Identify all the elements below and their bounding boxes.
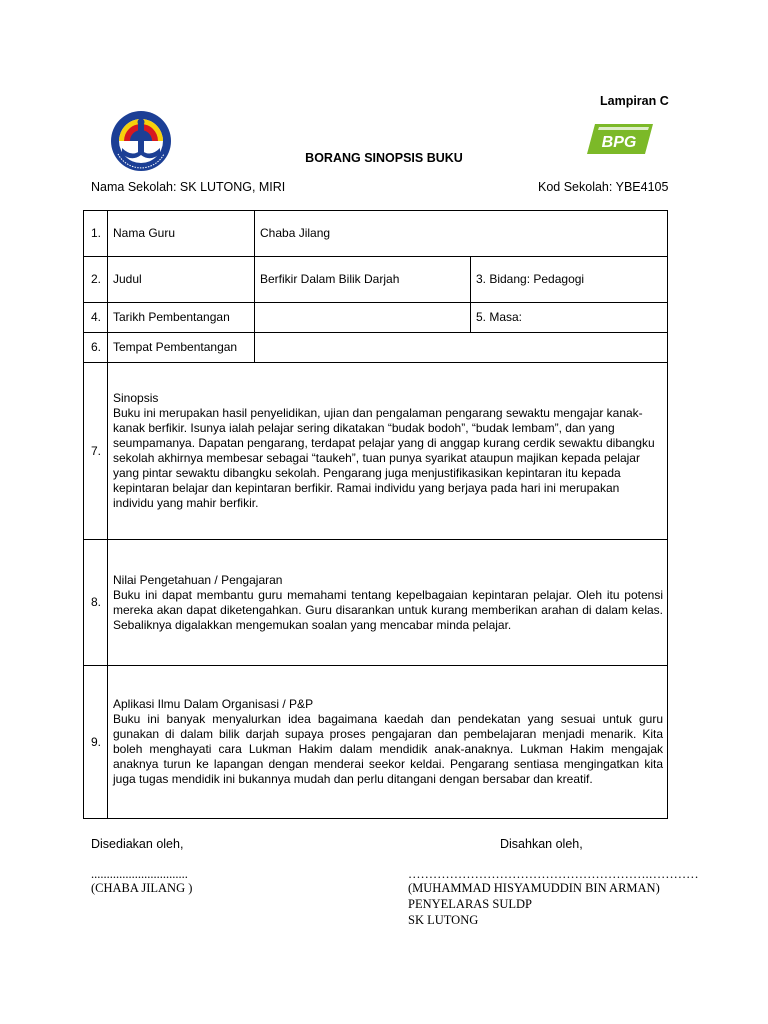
school-code: Kod Sekolah: YBE4105 bbox=[538, 180, 669, 194]
approved-by-label: Disahkan oleh, bbox=[500, 837, 583, 851]
approved-signature-line: ………………………………………………….………… bbox=[408, 867, 699, 881]
prepared-by-label: Disediakan oleh, bbox=[91, 837, 184, 851]
presentation-venue-label: Tempat Pembentangan bbox=[108, 333, 255, 363]
approved-school: SK LUTONG bbox=[408, 913, 479, 927]
table-row bbox=[84, 303, 668, 333]
table-row bbox=[84, 666, 668, 819]
knowledge-value-text: Buku ini dapat membantu guru memahami tentang kepelbagaian kepintaran pelajar. Oleh itu potensi mereka akan dapat diketengahkan. Guru disarankan untuk kurang memberikan arahan di dalam kelas. Sebaliknya digalakkan mengemukan soalan yang mencabar minda pelajar. bbox=[113, 587, 663, 632]
presentation-date-label: Tarikh Pembentangan bbox=[108, 303, 255, 333]
title-value[interactable]: Berfikir Dalam Bilik Darjah bbox=[255, 257, 471, 303]
row-number: 6. bbox=[84, 333, 108, 363]
title-label: Judul bbox=[108, 257, 255, 303]
table-row bbox=[84, 257, 668, 303]
time-value[interactable]: 5. Masa: bbox=[471, 303, 668, 333]
form-title: BORANG SINOPSIS BUKU bbox=[305, 151, 463, 165]
school-name: Nama Sekolah: SK LUTONG, MIRI bbox=[91, 180, 286, 194]
row-number: 9. bbox=[84, 666, 108, 819]
row-number: 1. bbox=[84, 211, 108, 257]
presentation-venue-value[interactable] bbox=[255, 333, 668, 363]
prepared-signature-block bbox=[91, 880, 192, 896]
row-number: 2. bbox=[84, 257, 108, 303]
prepared-signature-line: ............................... bbox=[91, 867, 188, 881]
row-number: 7. bbox=[84, 363, 108, 540]
teacher-name-label: Nama Guru bbox=[108, 211, 255, 257]
knowledge-value-cell[interactable] bbox=[108, 540, 668, 666]
application-text: Buku ini banyak menyalurkan idea bagaimana kaedah dan pendekatan yang sesuai untuk guru gunakan di dalam bilik darjah supaya proses pengajaran dan pembelajaran menjadi menarik. Kita boleh menghayati cara Lukman Hakim dalam mendidik anak-anaknya. Lukman Hakim mengajak anaknya turun ke lapangan dengan menderai seekor keldai. Pengarang sentiasa mengingatkan kita juga tugas mendidik ini bukannya mudah dan perlu ditangani dengan bersabar dan kreatif. bbox=[113, 712, 663, 786]
attachment-label: Lampiran C bbox=[600, 94, 669, 108]
teacher-name-value[interactable]: Chaba Jilang bbox=[255, 211, 668, 257]
knowledge-value-heading: Nilai Pengetahuan / Pengajaran bbox=[113, 572, 283, 587]
table-row bbox=[84, 540, 668, 666]
svg-text:BPG: BPG bbox=[601, 134, 637, 151]
application-heading: Aplikasi Ilmu Dalam Organisasi / P&P bbox=[113, 697, 314, 711]
table-row bbox=[84, 363, 668, 540]
synopsis-form-table bbox=[83, 210, 668, 819]
synopsis-text: Buku ini merupakan hasil penyelidikan, ujian dan pengalaman pengarang sewaktu mengajar kanak-kanak berfikir. Isunya ialah pelajar sering dikatakan “budak bodoh”, “budak lembam”, dan yang seumpamanya. Dapatan pengarang, terdapat pelajar yang di anggap kurang cerdik sewaktu dibangku sekolah akhirnya membesar sebagai “taukeh”, tuan punya syarikat ataupun majikan kepada pelajar yang pintar sewaktu dibangku sekolah. Pengarang juga menjustifikasikan kepintaran itu kepada kepintaran belajar dan kepintaran berfikir. Ramai individu yang berjaya pada hari ini merupakan individu yang mahir berfikir. bbox=[113, 406, 655, 510]
field-value[interactable]: 3. Bidang: Pedagogi bbox=[471, 257, 668, 303]
presentation-date-value[interactable] bbox=[255, 303, 471, 333]
row-number: 8. bbox=[84, 540, 108, 666]
table-row bbox=[84, 211, 668, 257]
synopsis-cell[interactable] bbox=[108, 363, 668, 540]
row-number: 4. bbox=[84, 303, 108, 333]
synopsis-heading: Sinopsis bbox=[113, 391, 159, 405]
prepared-name: (CHABA JILANG ) bbox=[91, 881, 193, 895]
approved-name: (MUHAMMAD HISYAMUDDIN BIN ARMAN) bbox=[408, 881, 660, 895]
table-row bbox=[84, 333, 668, 363]
application-cell[interactable] bbox=[108, 666, 668, 819]
approved-signature-block bbox=[408, 880, 660, 928]
approved-title: PENYELARAS SULDP bbox=[408, 897, 532, 911]
